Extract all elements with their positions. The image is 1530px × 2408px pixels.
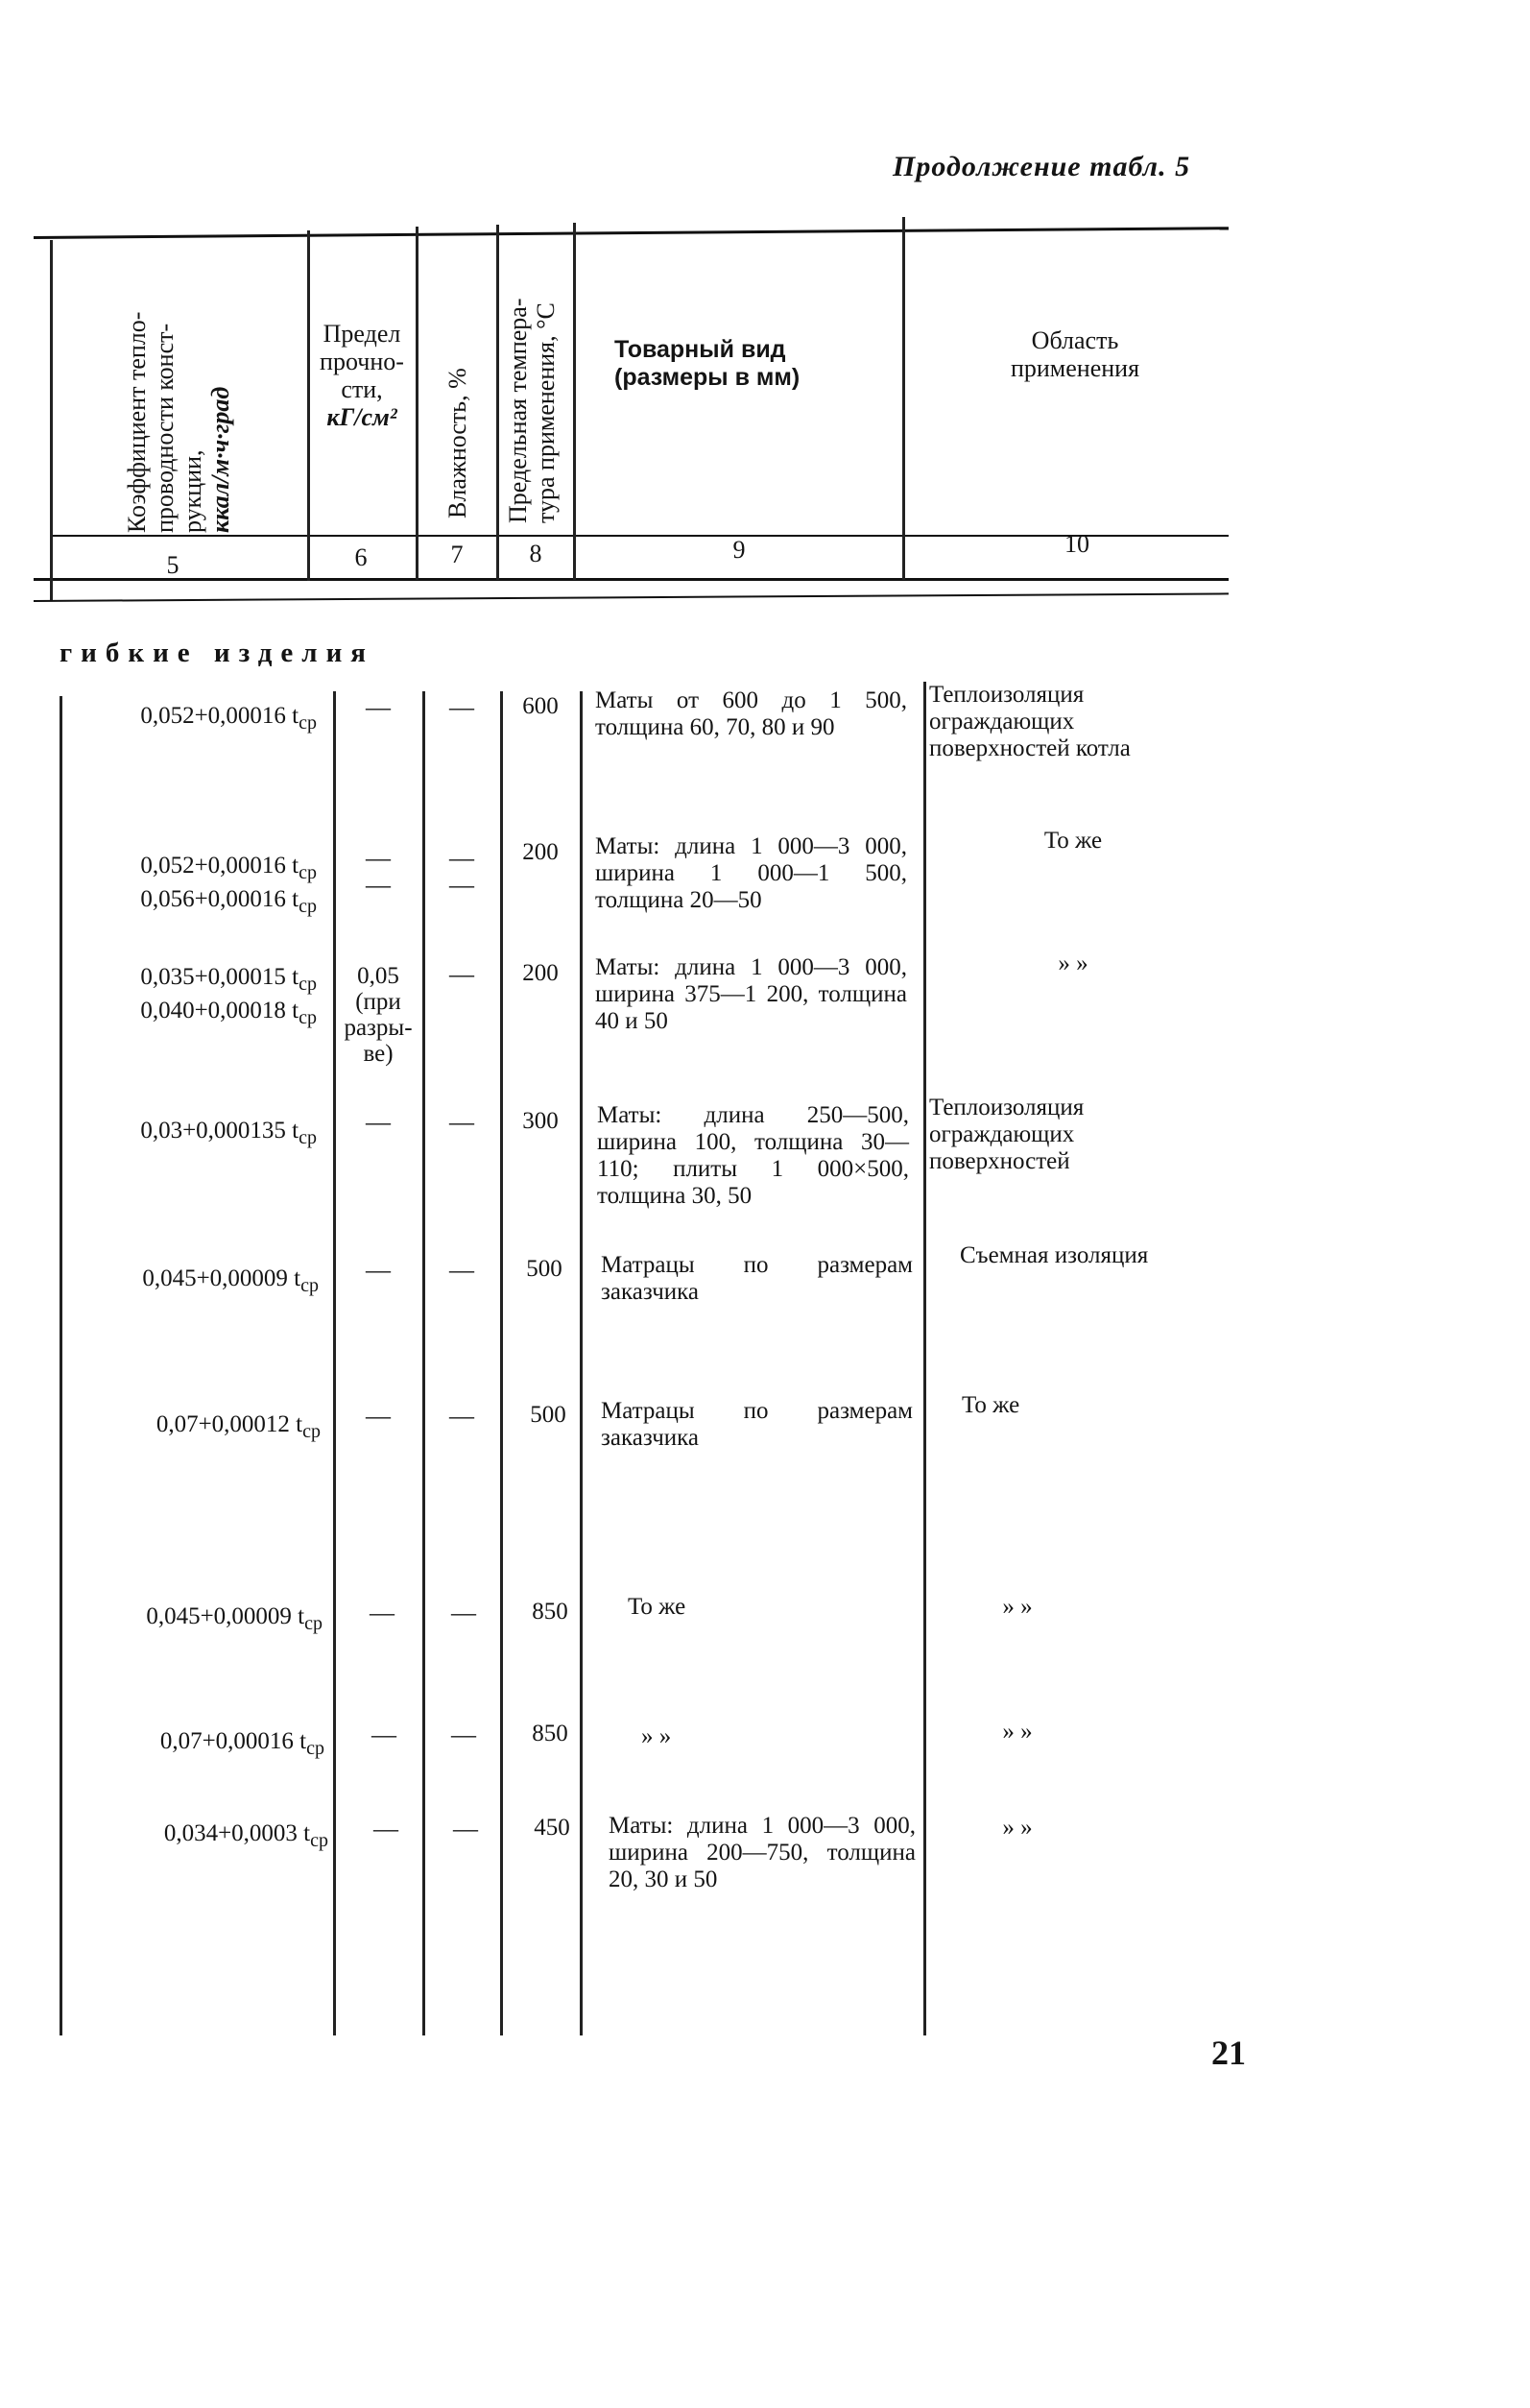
header-bottom-rule (34, 578, 1229, 581)
coef-cell (140, 853, 317, 920)
strength-line: — (366, 871, 391, 899)
coef-cell (164, 1820, 328, 1854)
header-col10-line1: Область (1031, 326, 1119, 354)
section-title: гибкие изделия (60, 638, 374, 668)
coef-sub: ср (302, 1421, 321, 1442)
header-col6-line2: прочно- (320, 348, 404, 375)
temp-cell: 500 (526, 1256, 562, 1282)
area-cell: То же (1043, 828, 1103, 854)
coef-cell (156, 1411, 321, 1445)
coef-cell (160, 1728, 324, 1762)
strength-line: разры- (344, 1015, 413, 1041)
moisture-line: — (449, 871, 474, 899)
temp-cell: 850 (532, 1599, 568, 1625)
coef-expr: 0,035+0,00015 t (140, 964, 299, 990)
col-number-8: 8 (529, 540, 542, 567)
coef-cell (140, 703, 317, 736)
header-col8 (504, 299, 560, 524)
header-col5-line1: Коэффициент тепло- (123, 311, 151, 533)
header-col9-line1: Товарный вид (614, 336, 786, 363)
coef-sub: ср (304, 1613, 323, 1634)
coef-cell (142, 1265, 319, 1299)
area-cell: Теплоизоляция ограждающих поверхностей (929, 1095, 1085, 1174)
body-sep-left (60, 696, 62, 2035)
header-col7-line1: Влажность, % (443, 368, 471, 518)
product-cell: Маты: длина 1 000—3 000, ширина 1 000—1 500, толщина 20—50 (595, 833, 907, 913)
strength-cell: — (366, 693, 391, 721)
table-caption: Продолжение табл. 5 (893, 151, 1191, 182)
strength-line: (при (355, 989, 401, 1015)
col-number-10: 10 (1064, 530, 1089, 558)
coef-expr: 0,052+0,00016 t (140, 853, 299, 879)
header-col10 (960, 326, 1190, 382)
coef-sub: ср (299, 862, 317, 883)
strength-line: 0,05 (357, 963, 399, 989)
col-number-5: 5 (166, 551, 179, 579)
hdr-sep-7-8 (496, 225, 499, 580)
product-cell: Матрацы по размерам заказчика (601, 1252, 913, 1305)
strength-line: — (366, 844, 391, 872)
coef-sub: ср (299, 1127, 317, 1148)
coef-cell (146, 1603, 323, 1637)
coef-sub: ср (299, 974, 317, 995)
header-col8-line2: тура применения, °С (532, 302, 560, 523)
moisture-cell: — (449, 960, 474, 988)
header-col6-line4: кГ/см² (326, 403, 397, 431)
header-col5-line3: рукции, (179, 449, 206, 533)
page-number: 21 (1211, 2034, 1246, 2072)
coef-expr: 0,056+0,00016 t (140, 886, 299, 912)
strength-cell (334, 963, 422, 1067)
moisture-cell: — (449, 1108, 474, 1136)
product-cell: Маты от 600 до 1 500, толщина 60, 70, 80 и 90 (595, 687, 907, 740)
coef-expr: 0,052+0,00016 t (140, 703, 299, 729)
temp-cell: 200 (522, 839, 559, 865)
coef-expr: 0,07+0,00012 t (155, 1411, 303, 1437)
coef-sub: ср (299, 712, 317, 734)
header-col10-line2: применения (1010, 354, 1140, 382)
header-col5 (123, 312, 234, 533)
hdr-sep-9-10 (902, 217, 905, 580)
temp-cell: 600 (522, 693, 559, 719)
hdr-sep-6-7 (416, 227, 418, 580)
body-sep-9-10 (923, 682, 926, 2035)
temp-cell: 850 (532, 1721, 568, 1746)
area-cell: » » (1002, 1594, 1033, 1620)
area-cell: » » (1002, 1719, 1033, 1745)
col-number-7: 7 (450, 541, 464, 568)
moisture-cell: — (451, 1721, 476, 1748)
header-col6-line3: сти, (341, 375, 383, 403)
product-cell: Маты: длина 250—500, ширина 100, толщина 30—110; плиты 1 000×500, толщина 30, 50 (597, 1102, 909, 1209)
strength-cell: — (366, 1402, 391, 1430)
col-number-9: 9 (732, 536, 746, 564)
coef-expr: 0,045+0,00009 t (142, 1265, 301, 1291)
coef-sub: ср (299, 1007, 317, 1028)
hdr-sep-8-9 (573, 223, 576, 580)
header-col5-line4: ккал/м·ч·град (206, 386, 234, 533)
strength-cell: — (370, 1599, 394, 1626)
strength-cell: — (366, 1108, 391, 1136)
area-cell: Теплоизоляция ограждающих поверхностей котла (929, 682, 1131, 761)
product-cell: Матрацы по размерам заказчика (601, 1398, 913, 1451)
product-cell: То же (628, 1594, 686, 1620)
coef-expr: 0,034+0,0003 t (163, 1820, 311, 1846)
moisture-line: — (449, 844, 474, 872)
coef-expr: 0,040+0,00018 t (140, 998, 299, 1023)
header-col5-line2: проводности конст- (151, 323, 179, 533)
strength-cell: — (371, 1721, 396, 1748)
coef-sub: ср (300, 1275, 319, 1296)
col-number-6: 6 (354, 543, 368, 571)
coef-expr: 0,03+0,000135 t (140, 1118, 299, 1144)
header-col8-line1: Предельная темпера- (504, 298, 532, 523)
coef-cell (140, 1118, 317, 1151)
hdr-sep-left (50, 240, 53, 600)
moisture-cell: — (449, 693, 474, 721)
strength-cell (338, 845, 418, 899)
temp-cell: 450 (534, 1815, 570, 1841)
moisture-cell: — (453, 1815, 478, 1842)
moisture-cell: — (449, 1402, 474, 1430)
header-col9 (614, 336, 800, 392)
strength-line: ве) (363, 1041, 394, 1067)
moisture-cell: — (449, 1256, 474, 1284)
area-cell: » » (1058, 951, 1088, 976)
coef-sub: ср (310, 1830, 328, 1851)
body-top-rule (34, 592, 1229, 602)
temp-cell: 200 (522, 960, 559, 986)
header-col6 (310, 320, 414, 431)
area-cell: Съемная изоляция (960, 1242, 1149, 1268)
coef-expr: 0,045+0,00009 t (146, 1603, 305, 1629)
header-col9-line2: (размеры в мм) (614, 364, 801, 391)
strength-cell: — (366, 1256, 391, 1284)
coef-sub: ср (299, 896, 317, 917)
moisture-cell: — (451, 1599, 476, 1626)
area-cell: То же (962, 1392, 1020, 1418)
moisture-cell (426, 845, 497, 899)
header-col6-line1: Предел (323, 320, 401, 348)
temp-cell: 300 (522, 1108, 559, 1134)
strength-cell: — (373, 1815, 398, 1842)
area-cell: » » (1002, 1815, 1033, 1841)
header-top-rule (34, 227, 1229, 239)
temp-cell: 500 (530, 1402, 566, 1428)
body-sep-5-6 (333, 691, 336, 2035)
coef-expr: 0,07+0,00016 t (159, 1728, 307, 1754)
coef-sub: ср (306, 1738, 324, 1759)
header-col7 (443, 368, 471, 518)
product-cell: Маты: длина 1 000—3 000, ширина 375—1 200, толщина 40 и 50 (595, 954, 907, 1034)
coef-cell (140, 964, 317, 1031)
product-cell: Маты: длина 1 000—3 000, ширина 200—750, толщина 20, 30 и 50 (609, 1813, 916, 1892)
product-cell: » » (641, 1723, 672, 1749)
